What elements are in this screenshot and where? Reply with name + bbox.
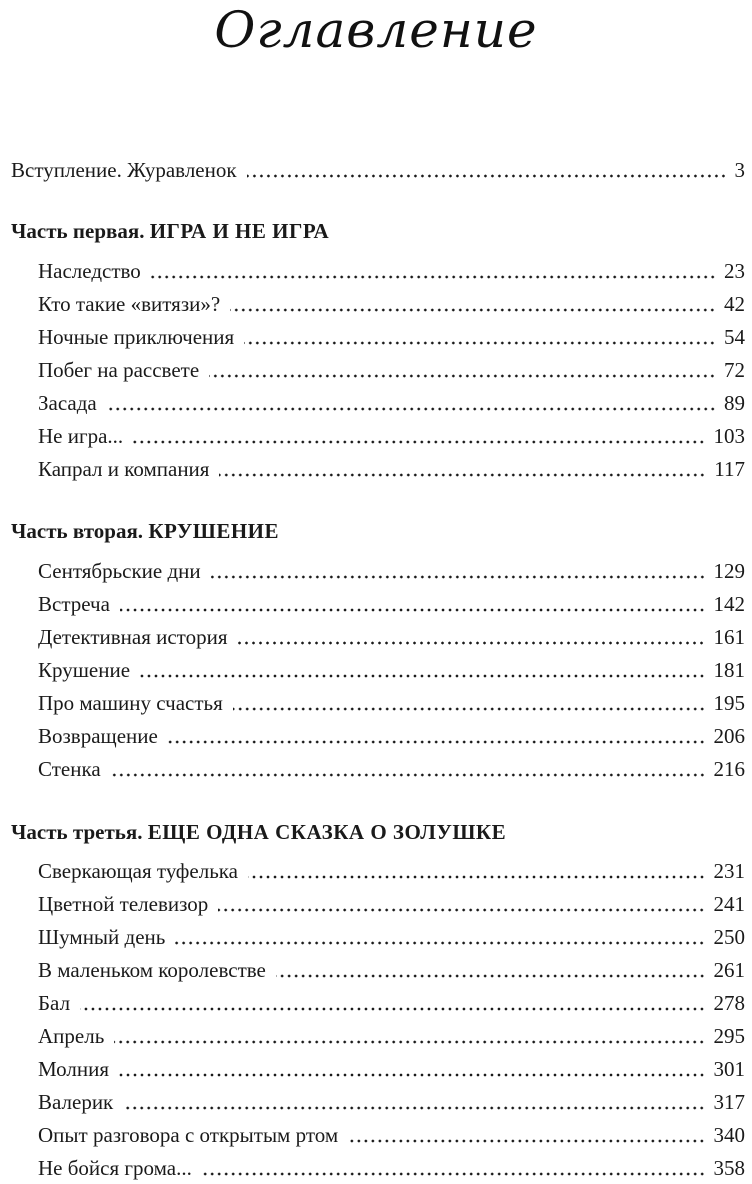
entry-label: Побег на рассвете: [38, 358, 200, 382]
entry-label: Стенка: [38, 757, 101, 781]
dot-leader: [230, 308, 716, 312]
dot-leader: [247, 174, 727, 178]
part-prefix: Часть первая.: [11, 219, 145, 243]
toc-entry: [38, 420, 745, 452]
part-prefix: Часть вторая.: [11, 519, 144, 543]
dot-leader: [202, 1172, 706, 1176]
entry-page: 216: [713, 757, 745, 781]
entry-label: Не бойся грома...: [38, 1156, 192, 1180]
entry-label: Цветной телевизор: [38, 892, 209, 916]
toc-entry-intro: [11, 154, 745, 186]
entry-label: Шумный день: [38, 925, 166, 949]
part-name: КРУШЕНИЕ: [148, 519, 279, 543]
toc-entry: [38, 888, 745, 920]
entry-label: Молния: [38, 1057, 109, 1081]
page-title: Оглавление: [214, 1, 538, 59]
entry-label: Валерик: [38, 1090, 114, 1114]
part-heading-1: [11, 214, 745, 248]
part-name: ЕЩЕ ОДНА СКАЗКА О ЗОЛУШКЕ: [147, 820, 507, 844]
toc-entry: [38, 621, 745, 653]
dot-leader: [133, 440, 705, 444]
entry-page: 89: [724, 391, 745, 415]
dot-leader: [111, 773, 706, 777]
toc-entry: [38, 387, 745, 419]
dot-leader: [209, 374, 716, 378]
toc-entry: [38, 453, 745, 485]
toc-entry: [38, 588, 745, 620]
entry-page: 195: [713, 691, 745, 715]
entry-page: 54: [724, 325, 745, 349]
entry-label: Возвращение: [38, 724, 158, 748]
entry-page: 261: [713, 958, 745, 982]
dot-leader: [237, 641, 705, 645]
toc-entry: [38, 555, 745, 587]
toc-entry: [38, 255, 745, 287]
entry-label: В маленьком королевстве: [38, 958, 266, 982]
entry-label: Крушение: [38, 658, 131, 682]
entry-label: Кто такие «витязи»?: [38, 292, 221, 316]
toc-entry: [38, 1119, 745, 1151]
entry-page: 340: [713, 1123, 745, 1147]
entry-page: 358: [713, 1156, 745, 1180]
entry-page: 142: [713, 592, 745, 616]
entry-label: Сентябрьские дни: [38, 559, 201, 583]
dot-leader: [123, 1106, 705, 1110]
entry-page: 317: [713, 1090, 745, 1114]
entry-label: Про машину счастья: [38, 691, 223, 715]
toc-entry: [38, 687, 745, 719]
entry-label: Апрель: [38, 1024, 105, 1048]
entry-label: Наследство: [38, 259, 141, 283]
entry-page: 206: [713, 724, 745, 748]
dot-leader: [120, 608, 706, 612]
toc-entry: [38, 753, 745, 785]
dot-leader: [348, 1139, 705, 1143]
toc-entry: [38, 720, 745, 752]
part-name: ИГРА И НЕ ИГРА: [149, 219, 330, 243]
entry-label: Детективная история: [38, 625, 228, 649]
dot-leader: [80, 1007, 705, 1011]
dot-leader: [114, 1040, 705, 1044]
toc-entry: [38, 921, 745, 953]
dot-leader: [211, 575, 706, 579]
dot-leader: [218, 908, 705, 912]
dot-leader: [248, 875, 706, 879]
dot-leader: [276, 974, 706, 978]
dot-leader: [151, 275, 716, 279]
entry-page: 301: [713, 1057, 745, 1081]
entry-page: 103: [713, 424, 745, 448]
entry-page: 241: [713, 892, 745, 916]
toc-entry: [38, 288, 745, 320]
dot-leader: [244, 341, 716, 345]
entry-page: 129: [713, 559, 745, 583]
entry-page: 295: [713, 1024, 745, 1048]
dot-leader: [107, 407, 716, 411]
entry-label: Опыт разговора с открытым ртом: [38, 1123, 339, 1147]
toc-entry: [38, 321, 745, 353]
entry-page: 23: [724, 259, 745, 283]
entry-label: Капрал и компания: [38, 457, 210, 481]
entry-label: Бал: [38, 991, 71, 1015]
toc-entry: [38, 1086, 745, 1118]
dot-leader: [168, 740, 706, 744]
dot-leader: [175, 941, 705, 945]
entry-page: 278: [713, 991, 745, 1015]
toc-entry: [38, 654, 745, 686]
toc-entry: [38, 987, 745, 1019]
dot-leader: [140, 674, 705, 678]
entry-page: 3: [734, 158, 745, 182]
entry-page: 72: [724, 358, 745, 382]
toc-entry: [38, 1053, 745, 1085]
entry-page: 161: [713, 625, 745, 649]
part-prefix: Часть третья.: [11, 820, 143, 844]
part-heading-2: [11, 514, 745, 548]
toc-entry: [38, 1152, 745, 1184]
entry-label: Засада: [38, 391, 97, 415]
entry-page: 231: [713, 859, 745, 883]
entry-page: 181: [713, 658, 745, 682]
entry-label: Встреча: [38, 592, 110, 616]
toc-entry: [38, 954, 745, 986]
dot-leader: [233, 707, 706, 711]
dot-leader: [119, 1073, 706, 1077]
entry-label: Ночные приключения: [38, 325, 235, 349]
entry-label: Не игра...: [38, 424, 124, 448]
entry-label: Вступление. Журавленок: [11, 158, 237, 182]
entry-label: Сверкающая туфелька: [38, 859, 238, 883]
toc-entry: [38, 354, 745, 386]
toc-entry: [38, 855, 745, 887]
part-heading-3: [11, 815, 745, 849]
entry-page: 117: [714, 457, 745, 481]
toc-entry: [38, 1020, 745, 1052]
dot-leader: [219, 473, 706, 477]
entry-page: 42: [724, 292, 745, 316]
entry-page: 250: [713, 925, 745, 949]
